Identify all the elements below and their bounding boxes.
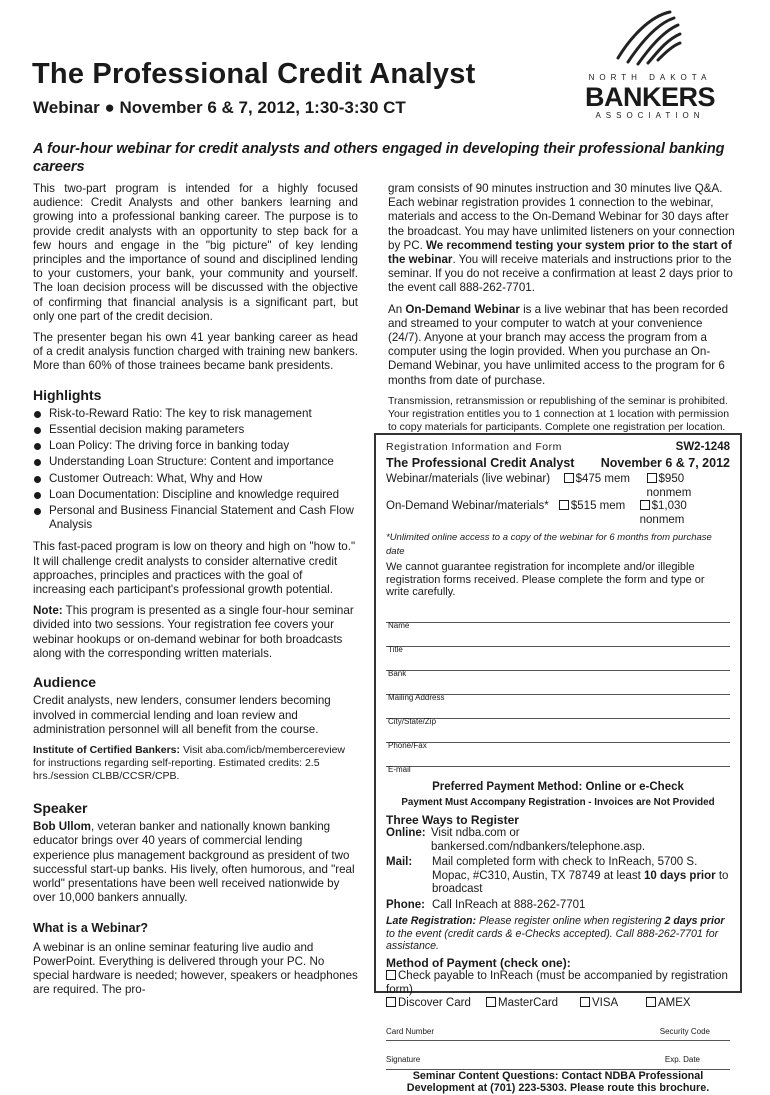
presenter-paragraph: The presenter began his own 41 year banking career as head of a credit analysis function charged with training new bankers. More than 60% of those trainees became bank presidents. bbox=[33, 331, 358, 373]
on-demand-paragraph: An On-Demand Webinar is a live webinar that has been recorded and streamed to your computer to watch at your convenience (24/7). Anyone at your branch may access the program from a computer using the login provided. When you purchase an On-Demand Webinar, you have unlimited access to the program for 6 months from date of purchase. bbox=[388, 302, 729, 387]
mailing-address-field[interactable]: Mailing Address bbox=[386, 671, 730, 695]
check-option[interactable]: Check payable to InReach (must be accompanied by registration form) bbox=[386, 970, 728, 996]
card-option-mastercard[interactable]: MasterCard bbox=[486, 997, 580, 1011]
ways-heading: Three Ways to Register bbox=[386, 812, 519, 827]
icb-paragraph: Institute of Certified Bankers: Visit aba.com/icb/membercereview for instructions regarding self-reporting. Estimated credits: 2.5 hrs./session CLBB/CCSR/CPB. bbox=[33, 743, 345, 782]
card-number-row[interactable]: Card Number Security Code bbox=[386, 1025, 730, 1042]
payment-must-accompany: Payment Must Accompany Registration - Invoices are Not Provided bbox=[401, 797, 715, 808]
card-option-discover[interactable]: Discover Card bbox=[386, 997, 486, 1011]
program-paragraph: gram consists of 90 minutes instruction and 30 minutes live Q&A. Each webinar registration provides 1 connection to the webinar, materials and access to the On-Demand Webinar for 30 days after the broadcast. You may have unlimited listeners on your connection by PC. We recommend testing your system prior to the start of the webinar. You will receive materials and instructions prior to the seminar. If you do not receive a confirmation at least 2 days prior to the event call 888-262-7701. bbox=[388, 182, 735, 295]
contact-text: Seminar Content Questions: Contact NDBA Professional Development at (701) 223-5303. Please route this brochure. bbox=[406, 1069, 710, 1094]
method-heading: Method of Payment (check one): bbox=[386, 955, 571, 970]
bullet-icon bbox=[34, 443, 41, 450]
phone-row: Phone: Call InReach at 888-262-7701 bbox=[386, 898, 586, 911]
registration-form bbox=[374, 433, 742, 1094]
form-course-row bbox=[386, 457, 730, 471]
event-dates: November 6 & 7, 2012, 1:30-3:30 CT bbox=[119, 98, 406, 117]
ndba-logo bbox=[580, 8, 720, 118]
list-item: Loan Documentation: Discipline and knowledge required bbox=[33, 488, 358, 502]
highlights-heading: Highlights bbox=[33, 386, 102, 403]
checkbox-icon[interactable] bbox=[647, 473, 657, 483]
online-row: Online: Visit ndba.com or bankersed.com/ndbankers/telephone.asp. bbox=[386, 827, 646, 853]
card-option-visa[interactable]: VISA bbox=[580, 997, 646, 1011]
form-header bbox=[386, 441, 730, 455]
tagline: A four-hour webinar for credit analysts and others engaged in developing their professional banking careers bbox=[33, 141, 725, 175]
checkbox-icon[interactable] bbox=[640, 500, 650, 510]
phone-fax-field[interactable]: Phone/Fax bbox=[386, 719, 730, 743]
checkbox-icon[interactable] bbox=[486, 997, 496, 1007]
signature-row[interactable]: Signature Exp. Date bbox=[386, 1053, 730, 1070]
preferred-payment: Preferred Payment Method: Online or e-Check bbox=[432, 780, 684, 793]
price-row[interactable]: Webinar/materials (live webinar) $475 mem $950 nonmem bbox=[386, 473, 692, 499]
form-heading: Registration Information and Form bbox=[386, 441, 562, 453]
webinar-paragraph: A webinar is an online seminar featuring live audio and PowerPoint. Everything is delivered through your PC. No special hardware is needed; however, speakers or headphones are required. The pro- bbox=[33, 940, 358, 997]
right-column bbox=[388, 182, 738, 441]
late-registration: Late Registration: Please register online when registering 2 days prior to the event (credit cards & e-Checks accepted). Call 888-262-7701 for assistance. bbox=[386, 915, 725, 952]
audience-paragraph: Credit analysts, new lenders, consumer lenders becoming involved in commercial lending and loan review and administration personnel will all benefit from the course. bbox=[33, 694, 331, 736]
note-paragraph: Note: This program is presented as a single four-hour seminar divided into two sessions. Your registration fee covers your webinar hookups or on-demand webinar for both broadcasts along with the corresponding written materials. bbox=[33, 604, 354, 660]
card-options bbox=[386, 997, 730, 1011]
mail-row: Mail: Mail completed form with check to InReach, 5700 S. Mopac, #C310, Austin, TX 78749 at least 10 days prior to broadcast bbox=[386, 856, 729, 895]
bullet-separator: ● bbox=[104, 98, 120, 117]
list-item: Customer Outreach: What, Why and How bbox=[33, 472, 358, 486]
logo-bottom-text: ASSOCIATION bbox=[595, 111, 705, 120]
speaker-heading: Speaker bbox=[33, 799, 88, 816]
checkbox-icon[interactable] bbox=[580, 997, 590, 1007]
page-title: The Professional Credit Analyst bbox=[32, 58, 476, 90]
checkbox-icon[interactable] bbox=[559, 500, 569, 510]
list-item: Risk-to-Reward Ratio: The key to risk management bbox=[33, 407, 358, 421]
page-subtitle bbox=[33, 98, 406, 118]
checkbox-icon[interactable] bbox=[564, 473, 574, 483]
bullet-icon bbox=[34, 427, 41, 434]
list-item: Loan Policy: The driving force in banking today bbox=[33, 439, 358, 453]
price-footnote: *Unlimited online access to a copy of the webinar for 6 months from purchase date bbox=[386, 532, 712, 557]
checkbox-icon[interactable] bbox=[386, 970, 396, 980]
logo-top-text: NORTH DAKOTA bbox=[588, 73, 712, 82]
form-course: The Professional Credit Analyst bbox=[386, 455, 575, 470]
price-row[interactable]: On-Demand Webinar/materials* $515 mem $1,030 nonmem bbox=[386, 500, 687, 526]
audience-heading: Audience bbox=[33, 674, 97, 691]
email-field[interactable]: E-mail bbox=[386, 743, 730, 767]
left-column bbox=[33, 182, 358, 1004]
bank-field[interactable]: Bank bbox=[386, 647, 730, 671]
form-course-dates: November 6 & 7, 2012 bbox=[600, 455, 730, 470]
bullet-icon bbox=[34, 492, 41, 499]
city-state-zip-field[interactable]: City/State/Zip bbox=[386, 695, 730, 719]
checkbox-icon[interactable] bbox=[386, 997, 396, 1007]
bullet-icon bbox=[34, 508, 41, 515]
transmission-paragraph: Transmission, retransmission or republishing of the seminar is prohibited. Your registration entitles you to 1 connection at 1 location with permission to copy materials for participants. Complete one registration per location. bbox=[388, 394, 730, 433]
bullet-icon bbox=[34, 476, 41, 483]
event-type: Webinar bbox=[33, 98, 100, 117]
title-field[interactable]: Title bbox=[386, 623, 730, 647]
webinar-heading: What is a Webinar? bbox=[33, 921, 149, 936]
intro-paragraph: This two-part program is intended for a highly focused audience: Credit Analysts and other bankers learning and growing into a professional banking career. The purpose is to provide credit analysts with an opportunity to step back for a few hours and engage in the "big picture" of key lending principles and the importance of sound and disciplined lending to your customers, your bank, your community and yourself. The loan decision process will be discussed with the objective of confirming that financial analysis is a significant part, but only one part of the credit decision. bbox=[33, 182, 358, 323]
list-item: Personal and Business Financial Statement and Cash Flow Analysis bbox=[33, 504, 358, 532]
highlights-list bbox=[33, 407, 358, 533]
guarantee-text: We cannot guarantee registration for incomplete and/or illegible registration forms received. Please complete the form and type or write carefully. bbox=[386, 561, 705, 598]
speaker-paragraph: Bob Ullom, veteran banker and nationally known banking educator brings over 40 years of commercial lending experience plus management background as president of two successful start-up banks. His lively, often humorous, and "real world" presentations have been well received nationwide by over 10,000 bankers annually. bbox=[33, 820, 355, 905]
form-code: SW2-1248 bbox=[675, 441, 730, 453]
how-to-paragraph: This fast-paced program is low on theory and high on "how to." It will challenge credit analysts to consider alternative credit approaches, principles and practices with the goal of increasing each participant's professional growth potential. bbox=[33, 540, 356, 597]
bullet-icon bbox=[34, 411, 41, 418]
bullet-icon bbox=[34, 459, 41, 466]
name-field[interactable]: Name bbox=[386, 599, 730, 623]
logo-swirl-icon bbox=[580, 8, 720, 70]
list-item: Essential decision making parameters bbox=[33, 423, 358, 437]
checkbox-icon[interactable] bbox=[646, 997, 656, 1007]
card-option-amex[interactable]: AMEX bbox=[646, 997, 691, 1011]
logo-main-text: BANKERS bbox=[584, 82, 715, 112]
list-item: Understanding Loan Structure: Content and importance bbox=[33, 455, 358, 469]
